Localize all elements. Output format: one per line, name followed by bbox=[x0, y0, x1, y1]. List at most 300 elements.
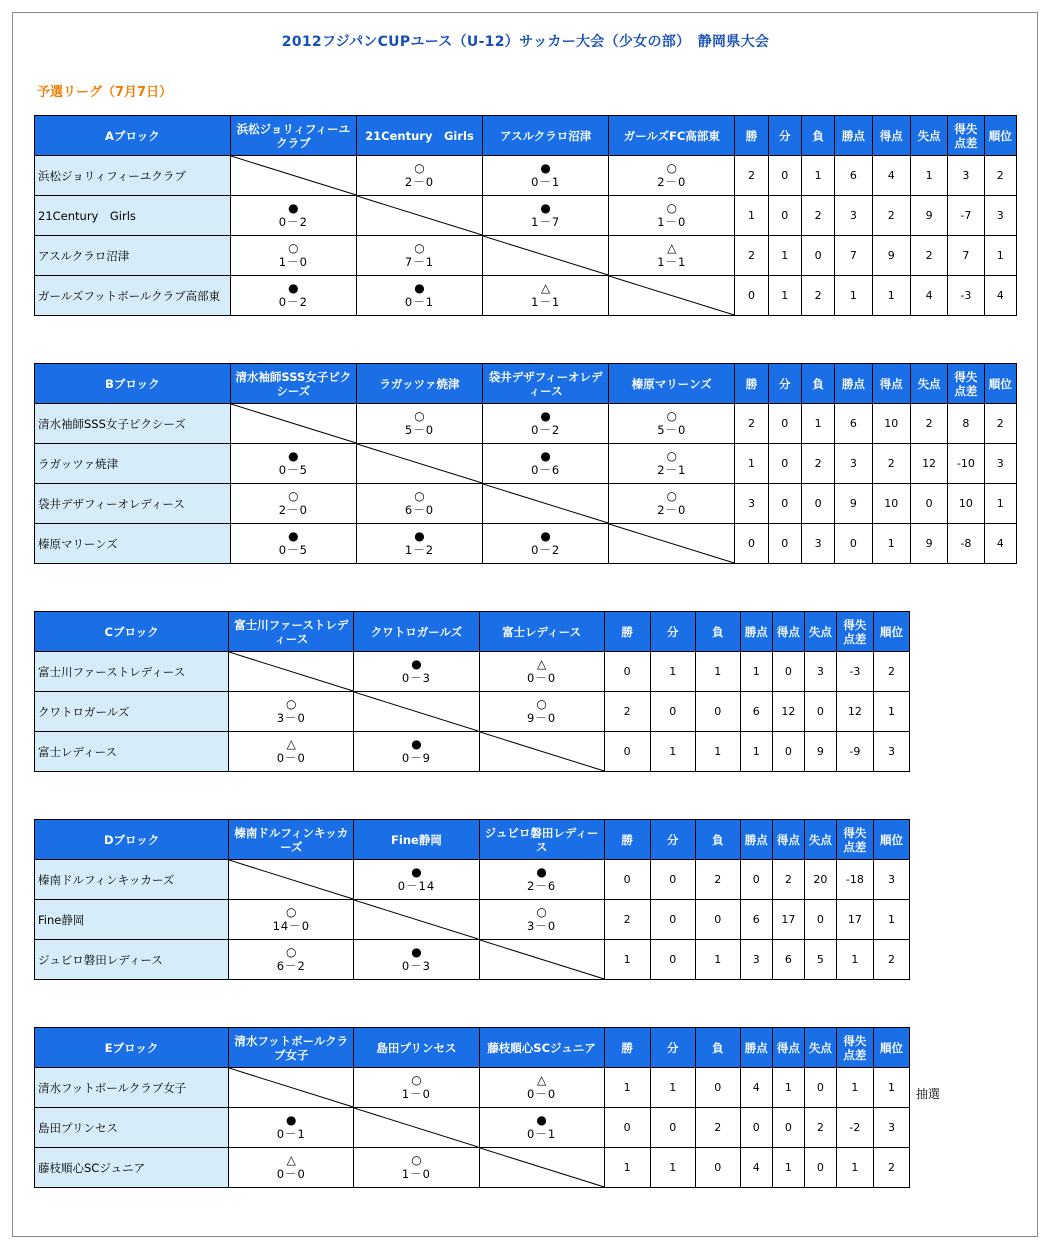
stat-value: 6 bbox=[835, 156, 872, 196]
stat-value: 3 bbox=[873, 1108, 909, 1148]
stat-value: 0 bbox=[695, 1068, 740, 1108]
match-result-cell bbox=[483, 196, 609, 236]
stat-value: 3 bbox=[984, 444, 1016, 484]
block-header-row bbox=[35, 820, 910, 860]
result-symbol: ● bbox=[536, 1113, 547, 1127]
stat-value: 0 bbox=[804, 692, 836, 732]
stat-value: 5 bbox=[804, 940, 836, 980]
opponent-column-header: 榛原マリーンズ bbox=[609, 364, 735, 404]
match-result-cell bbox=[356, 156, 482, 196]
stat-value: 0 bbox=[695, 1148, 740, 1188]
result-symbol: ○ bbox=[286, 697, 297, 711]
stat-column-header: 得失点差 bbox=[948, 116, 984, 156]
match-score: 6－2 bbox=[276, 959, 306, 973]
stat-column-header: 勝 bbox=[735, 116, 768, 156]
opponent-column-header: 富士川ファーストレディース bbox=[229, 612, 354, 652]
stat-value: 0 bbox=[768, 484, 801, 524]
stat-column-header: 勝 bbox=[604, 1028, 650, 1068]
stat-value: 3 bbox=[735, 484, 768, 524]
match-score: 0－3 bbox=[401, 671, 431, 685]
stat-value: 9 bbox=[910, 524, 947, 564]
result-symbol: ● bbox=[540, 161, 551, 175]
result-symbol: ● bbox=[288, 281, 299, 295]
diagonal-line bbox=[229, 1068, 353, 1107]
stat-column-header: 得点 bbox=[772, 820, 804, 860]
stat-column-header: 勝点 bbox=[835, 116, 872, 156]
match-result-cell bbox=[230, 444, 356, 484]
team-name: ジュビロ磐田レディース bbox=[35, 940, 229, 980]
opponent-column-header: 富士レディース bbox=[479, 612, 604, 652]
table-row bbox=[35, 236, 1017, 276]
stat-value: 1 bbox=[772, 1148, 804, 1188]
stat-column-header: 勝 bbox=[604, 820, 650, 860]
match-result-cell bbox=[483, 156, 609, 196]
opponent-column-header: Fine静岡 bbox=[354, 820, 479, 860]
stat-value: 1 bbox=[695, 652, 740, 692]
stat-column-header: 得点 bbox=[872, 116, 910, 156]
stat-value: 0 bbox=[650, 860, 695, 900]
match-score: 6－0 bbox=[404, 503, 435, 517]
stat-value: 4 bbox=[872, 156, 910, 196]
stat-value: -2 bbox=[836, 1108, 873, 1148]
block-header-row bbox=[35, 116, 1017, 156]
match-result-cell bbox=[356, 276, 482, 316]
result-symbol: ○ bbox=[666, 409, 678, 423]
result-symbol: ● bbox=[411, 865, 422, 879]
self-match-cell bbox=[354, 692, 479, 732]
stat-value: -9 bbox=[836, 732, 873, 772]
match-score: 0－5 bbox=[278, 543, 308, 557]
team-name: 富士川ファーストレディース bbox=[35, 652, 229, 692]
stat-column-header: 勝点 bbox=[740, 820, 772, 860]
stat-value: 0 bbox=[650, 900, 695, 940]
result-symbol: ● bbox=[288, 449, 299, 463]
table-row bbox=[35, 196, 1017, 236]
match-score: 1－0 bbox=[401, 1167, 431, 1181]
stat-value: 1 bbox=[872, 276, 910, 316]
diagonal-line bbox=[357, 196, 482, 235]
match-result-cell bbox=[609, 444, 735, 484]
stat-value: 2 bbox=[735, 236, 768, 276]
team-name: 袋井デザフィーオレディース bbox=[35, 484, 231, 524]
opponent-column-header: ガールズFC高部東 bbox=[609, 116, 735, 156]
match-score: 0－1 bbox=[531, 175, 561, 189]
match-result-cell bbox=[354, 1148, 479, 1188]
result-symbol: ○ bbox=[288, 489, 299, 503]
stat-value: 1 bbox=[604, 1068, 650, 1108]
match-result-cell bbox=[354, 1068, 479, 1108]
result-symbol: ○ bbox=[411, 1153, 422, 1167]
result-symbol: ○ bbox=[536, 905, 547, 919]
stat-value: 1 bbox=[695, 940, 740, 980]
match-result-cell bbox=[230, 276, 356, 316]
stat-value: 2 bbox=[801, 196, 834, 236]
stat-column-header: 分 bbox=[650, 820, 695, 860]
stat-value: 6 bbox=[740, 900, 772, 940]
stat-value: 3 bbox=[873, 732, 909, 772]
stat-value: 0 bbox=[801, 484, 834, 524]
opponent-column-header: 浜松ジョリィフィーユクラブ bbox=[230, 116, 356, 156]
block-name: Aブロック bbox=[35, 116, 231, 156]
stat-value: 1 bbox=[984, 236, 1016, 276]
result-symbol: △ bbox=[286, 737, 296, 751]
stat-value: 0 bbox=[772, 1108, 804, 1148]
stat-column-header: 得失点差 bbox=[836, 820, 873, 860]
stat-column-header: 負 bbox=[695, 820, 740, 860]
stat-value: -7 bbox=[948, 196, 984, 236]
stat-value: 3 bbox=[835, 444, 872, 484]
stat-value: 1 bbox=[836, 1148, 873, 1188]
stat-value: 0 bbox=[740, 860, 772, 900]
stat-column-header: 負 bbox=[801, 364, 834, 404]
table-row bbox=[35, 900, 910, 940]
result-symbol: ○ bbox=[414, 409, 425, 423]
stat-value: 1 bbox=[872, 524, 910, 564]
self-match-cell bbox=[230, 404, 356, 444]
result-symbol: ○ bbox=[288, 241, 299, 255]
match-result-cell bbox=[354, 860, 479, 900]
match-result-cell bbox=[609, 236, 735, 276]
stat-value: 9 bbox=[804, 732, 836, 772]
team-name: アスルクラロ沼津 bbox=[35, 236, 231, 276]
stat-value: 1 bbox=[873, 1068, 909, 1108]
self-match-cell bbox=[479, 1148, 604, 1188]
stat-value: 3 bbox=[873, 860, 909, 900]
result-symbol: ○ bbox=[286, 905, 297, 919]
stat-value: -3 bbox=[836, 652, 873, 692]
stat-column-header: 得点 bbox=[772, 1028, 804, 1068]
stat-value: 12 bbox=[910, 444, 947, 484]
opponent-column-header: アスルクラロ沼津 bbox=[483, 116, 609, 156]
result-symbol: ○ bbox=[414, 241, 425, 255]
match-result-cell bbox=[354, 732, 479, 772]
self-match-cell bbox=[479, 940, 604, 980]
result-symbol: ● bbox=[540, 201, 551, 215]
stat-value: 4 bbox=[984, 524, 1016, 564]
match-score: 1－0 bbox=[401, 1087, 431, 1101]
stat-column-header: 失点 bbox=[910, 116, 947, 156]
stat-value: 1 bbox=[768, 236, 801, 276]
stat-value: 0 bbox=[604, 732, 650, 772]
stat-value: 0 bbox=[804, 1068, 836, 1108]
match-score: 5－0 bbox=[404, 423, 435, 437]
stat-value: 4 bbox=[740, 1148, 772, 1188]
stat-column-header: 得失点差 bbox=[948, 364, 984, 404]
match-result-cell bbox=[354, 940, 479, 980]
self-match-cell bbox=[483, 484, 609, 524]
result-symbol: ○ bbox=[286, 945, 297, 959]
result-symbol: ● bbox=[288, 201, 299, 215]
match-result-cell bbox=[356, 404, 482, 444]
stat-value: 1 bbox=[735, 444, 768, 484]
match-score: 14－0 bbox=[272, 919, 311, 933]
table-row bbox=[35, 156, 1017, 196]
stat-column-header: 勝点 bbox=[835, 364, 872, 404]
result-symbol: ○ bbox=[666, 489, 678, 503]
stat-value: 1 bbox=[735, 196, 768, 236]
match-score: 3－0 bbox=[527, 919, 557, 933]
match-result-cell bbox=[609, 156, 735, 196]
result-symbol: ● bbox=[414, 281, 425, 295]
stat-value: 0 bbox=[835, 524, 872, 564]
team-name: Fine静岡 bbox=[35, 900, 229, 940]
match-result-cell bbox=[356, 524, 482, 564]
diagonal-line bbox=[609, 524, 734, 563]
stat-column-header: 失点 bbox=[804, 820, 836, 860]
table-row bbox=[35, 652, 910, 692]
stat-column-header: 得点 bbox=[872, 364, 910, 404]
match-score: 0－0 bbox=[527, 1087, 557, 1101]
stat-value: 10 bbox=[872, 404, 910, 444]
stat-value: 0 bbox=[650, 1108, 695, 1148]
stat-value: 0 bbox=[650, 940, 695, 980]
block-name: Bブロック bbox=[35, 364, 231, 404]
stat-column-header: 分 bbox=[768, 364, 801, 404]
stat-value: 0 bbox=[768, 444, 801, 484]
team-name: ガールズフットボールクラブ高部東 bbox=[35, 276, 231, 316]
stat-value: 2 bbox=[695, 1108, 740, 1148]
stat-column-header: 得失点差 bbox=[836, 1028, 873, 1068]
match-result-cell bbox=[483, 404, 609, 444]
result-symbol: ○ bbox=[414, 489, 425, 503]
match-score: 0－0 bbox=[276, 1167, 306, 1181]
stat-value: 17 bbox=[772, 900, 804, 940]
table-row bbox=[35, 940, 910, 980]
stat-column-header: 順位 bbox=[873, 1028, 909, 1068]
match-result-cell bbox=[356, 236, 482, 276]
stat-value: 0 bbox=[695, 900, 740, 940]
stat-column-header: 分 bbox=[650, 1028, 695, 1068]
self-match-cell bbox=[229, 860, 354, 900]
stat-value: 1 bbox=[836, 1068, 873, 1108]
opponent-column-header: ラガッツァ焼津 bbox=[356, 364, 482, 404]
stat-value: 0 bbox=[768, 156, 801, 196]
stat-column-header: 勝 bbox=[604, 612, 650, 652]
stat-value: 0 bbox=[735, 524, 768, 564]
table-row bbox=[35, 692, 910, 732]
stat-value: 0 bbox=[910, 484, 947, 524]
opponent-column-header: 清水フットボールクラブ女子 bbox=[229, 1028, 354, 1068]
self-match-cell bbox=[609, 276, 735, 316]
result-symbol: ○ bbox=[411, 1073, 422, 1087]
stat-value: 12 bbox=[772, 692, 804, 732]
result-symbol: ● bbox=[540, 449, 551, 463]
self-match-cell bbox=[229, 652, 354, 692]
stat-value: 4 bbox=[910, 276, 947, 316]
stat-column-header: 分 bbox=[768, 116, 801, 156]
stat-value: 0 bbox=[768, 404, 801, 444]
stat-value: 0 bbox=[604, 1108, 650, 1148]
team-name: 藤枝順心SCジュニア bbox=[35, 1148, 229, 1188]
diagonal-line bbox=[231, 156, 356, 195]
stat-value: 1 bbox=[695, 732, 740, 772]
stat-value: 3 bbox=[740, 940, 772, 980]
match-score: 0－2 bbox=[531, 543, 561, 557]
stat-value: 0 bbox=[772, 732, 804, 772]
match-score: 0－1 bbox=[276, 1127, 306, 1141]
result-symbol: ● bbox=[536, 865, 547, 879]
stat-value: 0 bbox=[695, 692, 740, 732]
stat-value: 0 bbox=[735, 276, 768, 316]
stat-value: 1 bbox=[801, 156, 834, 196]
table-row bbox=[35, 1148, 910, 1188]
stat-value: 1 bbox=[910, 156, 947, 196]
stat-column-header: 得点 bbox=[772, 612, 804, 652]
stat-value: 1 bbox=[772, 1068, 804, 1108]
block-header-row bbox=[35, 612, 910, 652]
match-score: 0－5 bbox=[278, 463, 308, 477]
stat-value: 6 bbox=[772, 940, 804, 980]
stat-column-header: 失点 bbox=[910, 364, 947, 404]
diagonal-line bbox=[229, 652, 353, 691]
block-a-table bbox=[34, 115, 1017, 316]
opponent-column-header: ジュビロ磐田レディース bbox=[479, 820, 604, 860]
opponent-column-header: 藤枝順心SCジュニア bbox=[479, 1028, 604, 1068]
match-result-cell bbox=[609, 484, 735, 524]
result-symbol: ● bbox=[411, 657, 422, 671]
result-symbol: ● bbox=[540, 409, 551, 423]
match-score: 5－0 bbox=[657, 423, 687, 437]
stat-value: 1 bbox=[801, 404, 834, 444]
match-result-cell bbox=[229, 940, 354, 980]
stat-value: 0 bbox=[740, 1108, 772, 1148]
stat-value: 3 bbox=[804, 652, 836, 692]
self-match-cell bbox=[483, 236, 609, 276]
stat-column-header: 得失点差 bbox=[836, 612, 873, 652]
self-match-cell bbox=[479, 732, 604, 772]
stat-value: 2 bbox=[910, 404, 947, 444]
stat-value: 2 bbox=[873, 1148, 909, 1188]
match-score: 1－2 bbox=[404, 543, 435, 557]
table-row bbox=[35, 404, 1017, 444]
stat-value: 1 bbox=[650, 652, 695, 692]
stat-column-header: 順位 bbox=[984, 364, 1016, 404]
table-row bbox=[35, 444, 1017, 484]
page-title: 2012フジパンCUPユース（U-12）サッカー大会（少女の部） 静岡県大会 bbox=[281, 34, 770, 50]
result-symbol: ● bbox=[414, 529, 425, 543]
match-score: 2－6 bbox=[527, 879, 557, 893]
stat-value: 1 bbox=[650, 1068, 695, 1108]
stat-value: 0 bbox=[801, 236, 834, 276]
stat-value: 2 bbox=[872, 196, 910, 236]
stat-value: 10 bbox=[872, 484, 910, 524]
match-result-cell bbox=[229, 1148, 354, 1188]
stat-value: 7 bbox=[948, 236, 984, 276]
self-match-cell bbox=[229, 1068, 354, 1108]
stat-value: 2 bbox=[695, 860, 740, 900]
stat-value: 4 bbox=[984, 276, 1016, 316]
diagonal-line bbox=[357, 444, 482, 483]
team-name: ラガッツァ焼津 bbox=[35, 444, 231, 484]
match-result-cell bbox=[479, 1108, 604, 1148]
stat-column-header: 勝点 bbox=[740, 612, 772, 652]
match-score: 0－0 bbox=[527, 671, 557, 685]
stat-column-header: 順位 bbox=[984, 116, 1016, 156]
diagonal-line bbox=[354, 692, 478, 731]
stat-value: 3 bbox=[984, 196, 1016, 236]
table-row bbox=[35, 1108, 910, 1148]
stat-value: 9 bbox=[872, 236, 910, 276]
result-symbol: ● bbox=[288, 529, 299, 543]
match-score: 2－0 bbox=[278, 503, 308, 517]
stat-value: 3 bbox=[835, 196, 872, 236]
stat-value: 6 bbox=[740, 692, 772, 732]
result-symbol: △ bbox=[536, 1073, 547, 1087]
stat-value: 1 bbox=[768, 276, 801, 316]
opponent-column-header: 島田プリンセス bbox=[354, 1028, 479, 1068]
match-score: 2－0 bbox=[404, 175, 435, 189]
match-score: 9－0 bbox=[527, 711, 557, 725]
match-result-cell bbox=[483, 276, 609, 316]
result-symbol: ● bbox=[411, 945, 422, 959]
stat-value: 1 bbox=[650, 732, 695, 772]
match-result-cell bbox=[229, 1108, 354, 1148]
stat-value: 7 bbox=[835, 236, 872, 276]
result-symbol: ● bbox=[286, 1113, 297, 1127]
stat-value: 2 bbox=[873, 652, 909, 692]
team-name: 榛原マリーンズ bbox=[35, 524, 231, 564]
block-name: Dブロック bbox=[35, 820, 229, 860]
stat-column-header: 失点 bbox=[804, 1028, 836, 1068]
stat-value: 1 bbox=[740, 732, 772, 772]
stat-value: 1 bbox=[835, 276, 872, 316]
stat-column-header: 分 bbox=[650, 612, 695, 652]
block-e-table bbox=[34, 1027, 910, 1188]
result-symbol: △ bbox=[286, 1153, 296, 1167]
stat-value: 1 bbox=[984, 484, 1016, 524]
table-row bbox=[35, 484, 1017, 524]
self-match-cell bbox=[230, 156, 356, 196]
opponent-column-header: 袋井デザフィーオレディース bbox=[483, 364, 609, 404]
match-score: 0－2 bbox=[531, 423, 561, 437]
team-name: 島田プリンセス bbox=[35, 1108, 229, 1148]
stat-value: 2 bbox=[872, 444, 910, 484]
result-symbol: ○ bbox=[666, 449, 678, 463]
stat-value: 1 bbox=[604, 940, 650, 980]
match-result-cell bbox=[230, 484, 356, 524]
match-result-cell bbox=[479, 692, 604, 732]
stat-value: 2 bbox=[910, 236, 947, 276]
stat-value: 2 bbox=[735, 404, 768, 444]
match-score: 2－0 bbox=[657, 503, 687, 517]
stat-value: 0 bbox=[650, 692, 695, 732]
result-symbol: △ bbox=[541, 281, 551, 295]
stat-value: 0 bbox=[768, 524, 801, 564]
stat-column-header: 負 bbox=[801, 116, 834, 156]
match-score: 3－0 bbox=[276, 711, 306, 725]
stat-value: 2 bbox=[804, 1108, 836, 1148]
match-result-cell bbox=[229, 732, 354, 772]
diagonal-line bbox=[480, 732, 604, 771]
stat-value: 0 bbox=[804, 1148, 836, 1188]
self-match-cell bbox=[356, 444, 482, 484]
diagonal-line bbox=[609, 276, 734, 315]
stat-value: 4 bbox=[740, 1068, 772, 1108]
match-score: 0－3 bbox=[401, 959, 431, 973]
stat-value: 1 bbox=[604, 1148, 650, 1188]
match-result-cell bbox=[609, 196, 735, 236]
match-result-cell bbox=[479, 860, 604, 900]
result-symbol: △ bbox=[536, 657, 547, 671]
match-result-cell bbox=[230, 524, 356, 564]
table-row bbox=[35, 276, 1017, 316]
stat-value: 1 bbox=[740, 652, 772, 692]
stat-value: 8 bbox=[948, 404, 984, 444]
stat-column-header: 負 bbox=[695, 1028, 740, 1068]
match-score: 1－1 bbox=[531, 295, 561, 309]
match-score: 0－0 bbox=[276, 751, 306, 765]
stat-value: 3 bbox=[801, 524, 834, 564]
